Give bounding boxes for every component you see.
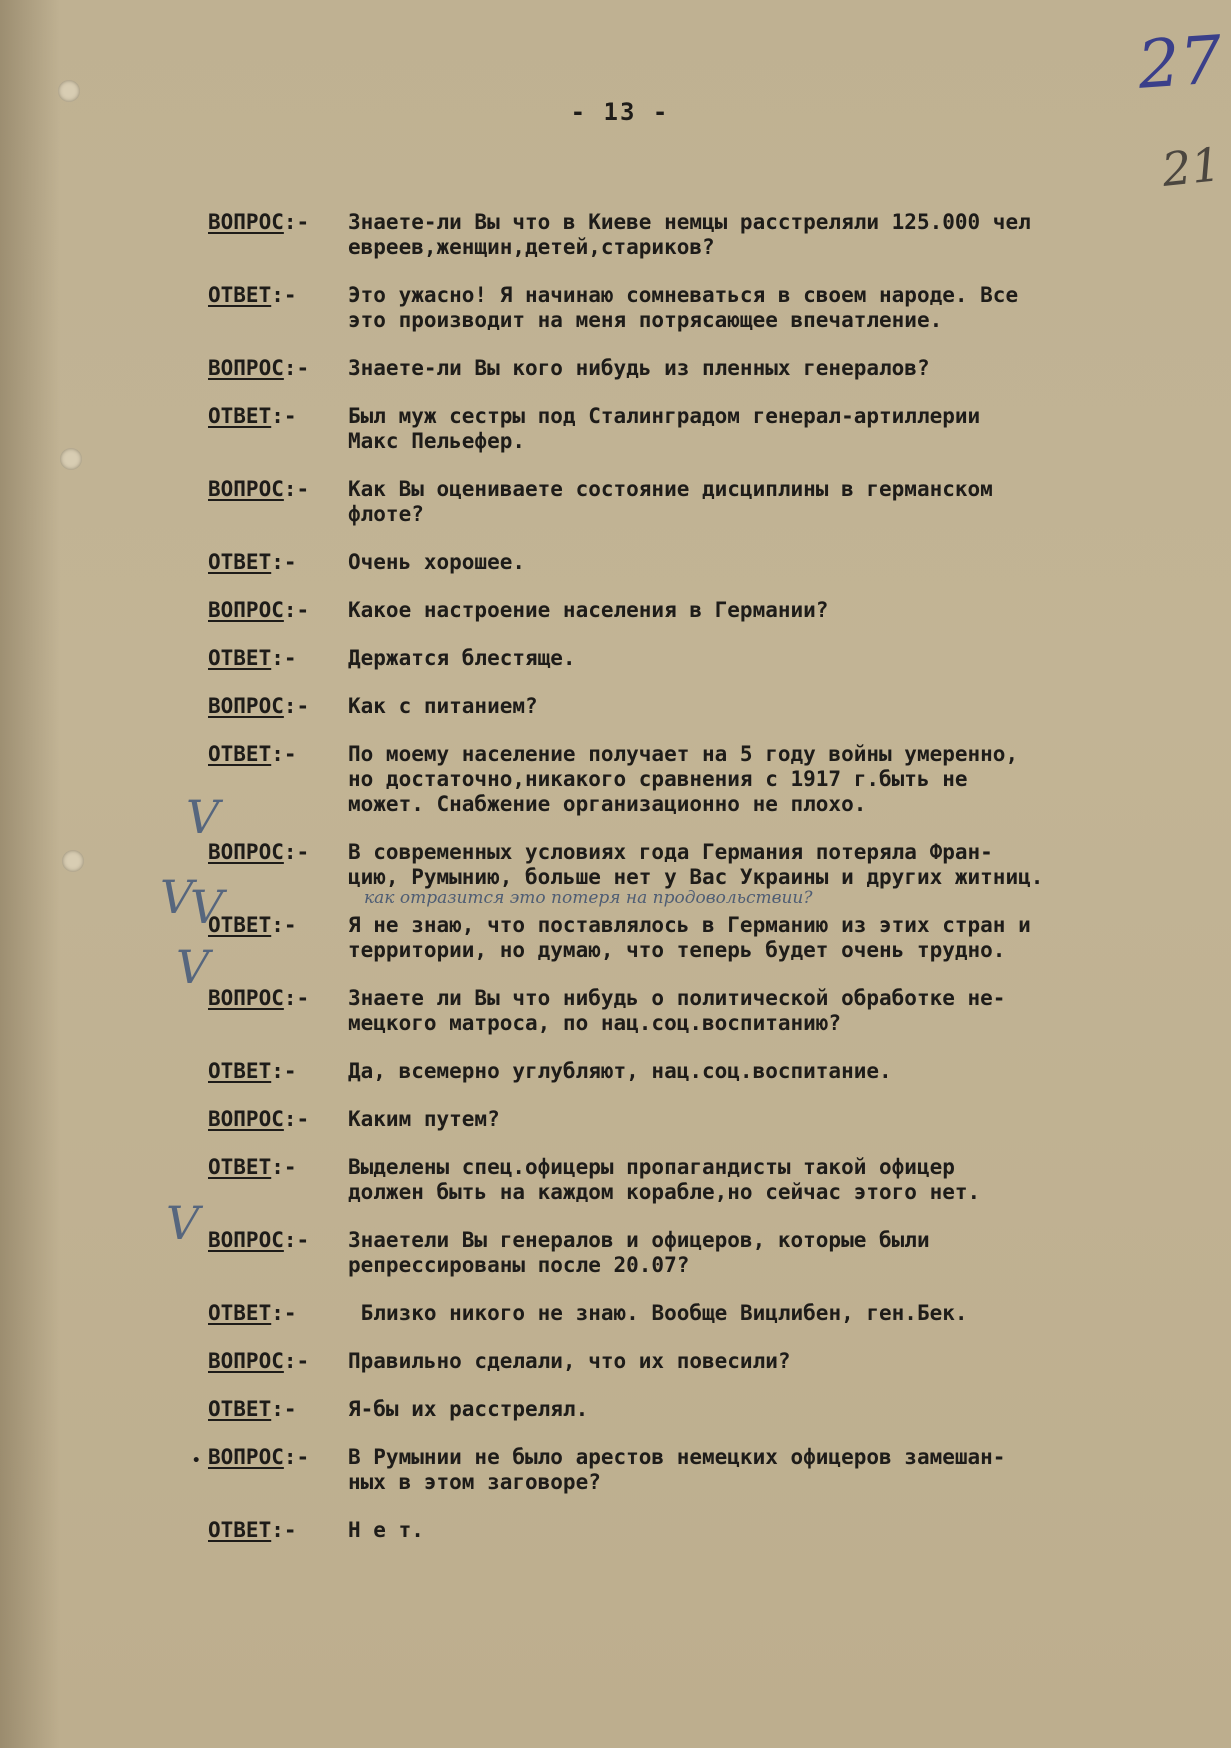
punch-hole (58, 80, 80, 102)
margin-check-mark: V (160, 870, 194, 924)
handwritten-annotation: как отразится это потеря на продовольствии? (364, 888, 813, 908)
qa-entry (208, 1397, 1218, 1422)
entry-text: Какое настроение населения в Германии? (348, 598, 829, 622)
entry-text: Выделены спец.офицеры пропагандисты такой офицер должен быть на каждом корабле,но сейчас этого нет. (348, 1155, 981, 1204)
entry-text: В современных условиях года Германия потеряла Фран- цию, Румынию, больше нет у Вас Украины и других житниц. (348, 840, 1044, 889)
qa-entry (208, 210, 1218, 260)
speaker-label: ВОПРОС:- (208, 356, 310, 380)
margin-check-mark: V (190, 880, 224, 934)
margin-check-mark: V (186, 790, 220, 844)
qa-entry (208, 1059, 1218, 1084)
entry-text: Знаете-ли Вы кого нибудь из пленных генералов? (348, 356, 930, 380)
qa-entry (208, 1228, 1218, 1278)
entry-text: Правильно сделали, что их повесили? (348, 1349, 791, 1373)
speaker-label: ВОПРОС:- (208, 1228, 310, 1252)
archive-number-pencil: 21 (1159, 137, 1224, 197)
speaker-label: ВОПРОС:- (208, 694, 310, 718)
qa-entry (208, 742, 1218, 817)
qa-entry (208, 1349, 1218, 1374)
margin-dot: • (192, 1453, 201, 1469)
entry-text: Я-бы их расстрелял. (348, 1397, 589, 1421)
speaker-label: ОТВЕТ:- (208, 404, 297, 428)
speaker-label: ВОПРОС:- (208, 986, 310, 1010)
entry-text: Близко никого не знаю. Вообще Вицлибен, ген.Бек. (348, 1301, 968, 1325)
entry-text: Знаетели Вы генералов и офицеров, которые были репрессированы после 20.07? (348, 1228, 930, 1277)
speaker-label: ВОПРОС:- (208, 598, 310, 622)
speaker-label: ОТВЕТ:- (208, 1397, 297, 1421)
speaker-label: ОТВЕТ:- (208, 646, 297, 670)
entry-text: Знаете-ли Вы что в Киеве немцы расстреляли 125.000 чел евреев,женщин,детей,стариков? (348, 210, 1031, 259)
entry-text: Очень хорошее. (348, 550, 526, 574)
binding-edge-shadow (0, 0, 60, 1748)
punch-hole (62, 850, 84, 872)
speaker-label: ОТВЕТ:- (208, 742, 297, 766)
entry-text: Я не знаю, что поставлялось в Германию из этих стран и территории, но думаю, что теперь будет очень трудно. (348, 913, 1031, 962)
speaker-label: ВОПРОС:- (208, 210, 310, 234)
qa-entry (208, 1155, 1218, 1205)
speaker-label: ОТВЕТ:- (208, 550, 297, 574)
qa-entry (208, 913, 1218, 963)
speaker-label: ОТВЕТ:- (208, 1155, 297, 1179)
interrogation-transcript (192, 210, 1218, 1543)
qa-entry (208, 283, 1218, 333)
qa-entry (208, 477, 1218, 527)
qa-entry (208, 550, 1218, 575)
speaker-label: ОТВЕТ:- (208, 283, 297, 307)
entry-text: Держатся блестяще. (348, 646, 576, 670)
qa-entry (208, 598, 1218, 623)
qa-entry (208, 1301, 1218, 1326)
qa-entry (208, 694, 1218, 719)
entry-text: Знаете ли Вы что нибудь о политической обработке не- мецкого матроса, по нац.соц.воспитанию? (348, 986, 1006, 1035)
qa-entry (192, 1445, 1218, 1495)
speaker-label: ВОПРОС:- (208, 477, 310, 501)
entry-text: Это ужасно! Я начинаю сомневаться в своем народе. Все это производит на меня потрясающее впечатление. (348, 283, 1019, 332)
entry-text: Как Вы оцениваете состояние дисциплины в германском флоте? (348, 477, 993, 526)
qa-entry (208, 1107, 1218, 1132)
entry-text: Н е т. (348, 1518, 424, 1542)
speaker-label: ВОПРОС:- (208, 1107, 310, 1131)
speaker-label: ВОПРОС:- (208, 1445, 310, 1469)
speaker-label: ОТВЕТ:- (208, 913, 297, 937)
margin-check-mark: V (166, 1196, 200, 1250)
entry-text: Как с питанием? (348, 694, 538, 718)
speaker-label: ОТВЕТ:- (208, 1059, 297, 1083)
entry-text: Был муж сестры под Сталинградом генерал-артиллерии Макс Пельефер. (348, 404, 981, 453)
qa-entry (208, 356, 1218, 381)
entry-text: В Румынии не было арестов немецких офицеров замешан- ных в этом заговоре? (348, 1445, 1006, 1494)
page-number: - 13 - (570, 98, 670, 126)
speaker-label: ВОПРОС:- (208, 1349, 310, 1373)
qa-entry (208, 646, 1218, 671)
speaker-label: ВОПРОС:- (208, 840, 310, 864)
entry-text: Да, всемерно углубляют, нац.соц.воспитание. (348, 1059, 892, 1083)
qa-entry (208, 986, 1218, 1036)
entry-text: Каким путем? (348, 1107, 500, 1131)
qa-entry (208, 1518, 1218, 1543)
speaker-label: ОТВЕТ:- (208, 1518, 297, 1542)
punch-hole (60, 448, 82, 470)
margin-check-mark: V (176, 940, 210, 994)
speaker-label: ОТВЕТ:- (208, 1301, 297, 1325)
entry-text: По моему население получает на 5 году войны умеренно, но достаточно,никакого сравнения с 1917 г.быть не может. Снабжение организационно не плохо. (348, 742, 1019, 816)
archive-number-handwritten: 27 (1135, 21, 1225, 104)
qa-entry (208, 404, 1218, 454)
qa-entry (208, 840, 1218, 908)
